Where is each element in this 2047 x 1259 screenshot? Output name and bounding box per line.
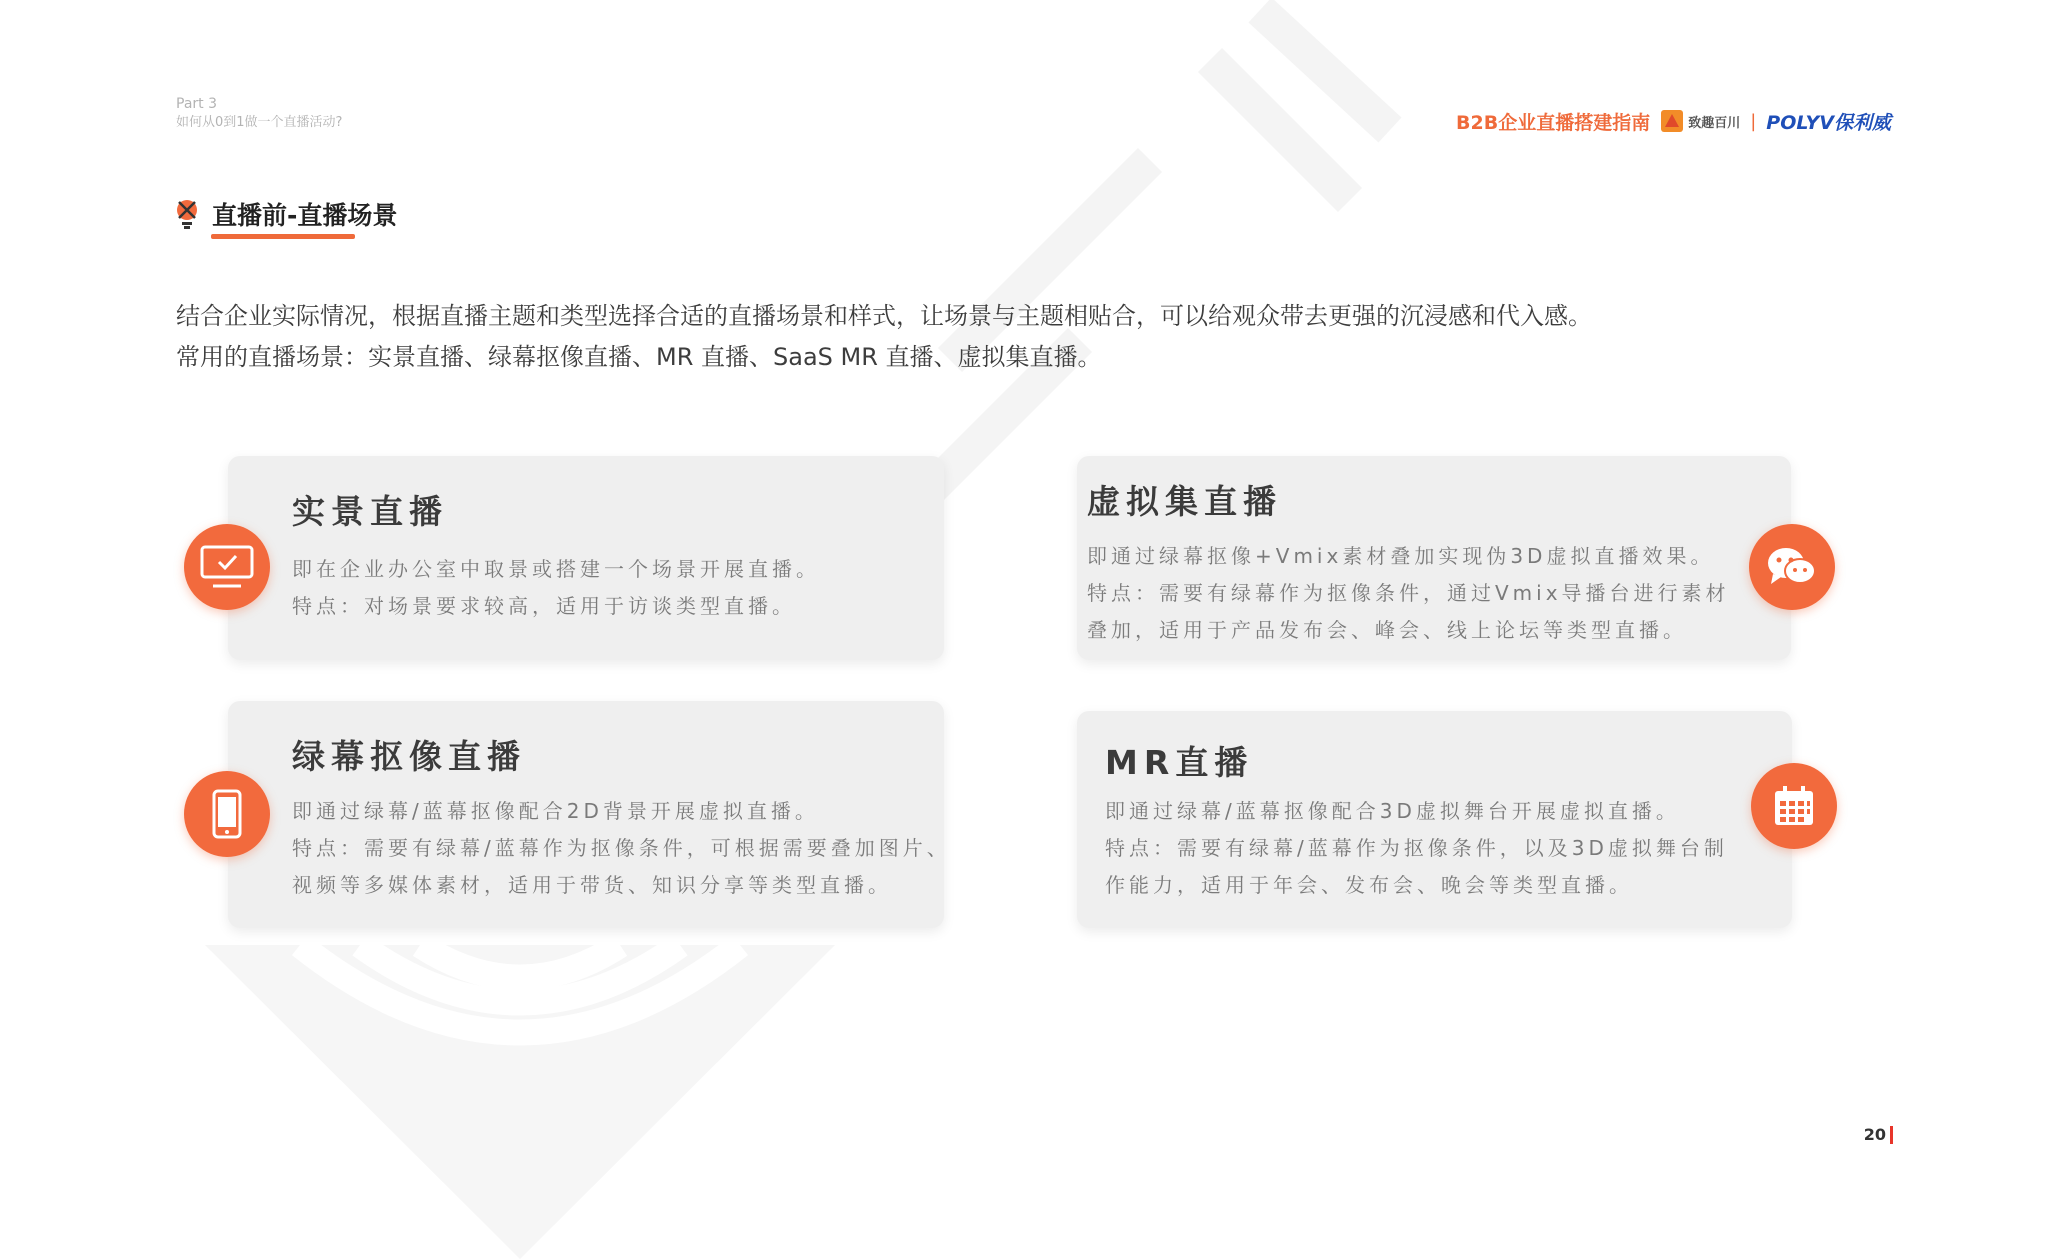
page-number xyxy=(1864,1125,1893,1144)
card-line: 即通过绿幕/蓝幕抠像配合3D虚拟舞台开展虚拟直播。 xyxy=(1105,799,1680,823)
card-line: 特点：对场景要求较高，适用于访谈类型直播。 xyxy=(292,594,796,618)
microphone-icon xyxy=(172,198,202,230)
chat-bubbles-icon xyxy=(1749,524,1835,610)
zhiqu-logo-text: 致趣百川 xyxy=(1688,115,1741,131)
calendar-icon xyxy=(1751,763,1837,849)
intro-paragraph xyxy=(176,296,1592,378)
section-underline xyxy=(211,234,355,239)
card-description xyxy=(1087,538,1730,649)
guide-title: B2B企业直播搭建指南 xyxy=(1456,111,1651,134)
zhiqu-logo xyxy=(1660,109,1740,133)
part-subtitle: 如何从0到1做一个直播活动? xyxy=(176,115,343,130)
card-real-scene xyxy=(228,456,944,660)
section-heading xyxy=(172,196,397,232)
page-number-text: 20 xyxy=(1863,1125,1886,1144)
card-description xyxy=(292,793,951,904)
card-line: 即在企业办公室中取景或搭建一个场景开展直播。 xyxy=(292,557,820,581)
logo-separator: | xyxy=(1750,110,1757,132)
part-label: Part 3 xyxy=(176,96,217,112)
intro-line: 常用的直播场景：实景直播、绿幕抠像直播、MR 直播、SaaS MR 直播、虚拟集直播。 xyxy=(176,343,1102,371)
card-line: 特点：需要有绿幕/蓝幕作为抠像条件，可根据需要叠加图片、 xyxy=(292,836,951,860)
card-line: 特点：需要有绿幕/蓝幕作为抠像条件，以及3D虚拟舞台制 xyxy=(1105,836,1728,860)
polyv-logo: POLYV保利威 xyxy=(1766,111,1891,134)
section-title: 直播前-直播场景 xyxy=(212,201,398,230)
card-virtual-set xyxy=(1077,456,1791,660)
header-brand xyxy=(1456,106,1891,136)
card-description xyxy=(292,551,820,625)
card-title: 绿幕抠像直播 xyxy=(292,737,526,776)
card-green-screen xyxy=(228,701,951,928)
card-line: 即通过绿幕抠像+Vmix素材叠加实现伪3D虚拟直播效果。 xyxy=(1087,544,1715,568)
smartphone-icon xyxy=(184,771,270,857)
intro-line: 结合企业实际情况，根据直播主题和类型选择合适的直播场景和样式，让场景与主题相贴合，可以给观众带去更强的沉浸感和代入感。 xyxy=(176,302,1592,330)
card-title: MR直播 xyxy=(1105,743,1254,782)
card-line: 叠加，适用于产品发布会、峰会、线上论坛等类型直播。 xyxy=(1087,618,1687,642)
card-line: 作能力，适用于年会、发布会、晚会等类型直播。 xyxy=(1105,873,1633,897)
card-line: 特点：需要有绿幕作为抠像条件，通过Vmix导播台进行素材 xyxy=(1087,581,1730,605)
card-title: 实景直播 xyxy=(292,492,448,531)
card-line: 视频等多媒体素材，适用于带货、知识分享等类型直播。 xyxy=(292,873,892,897)
page-number-bar xyxy=(1890,1126,1893,1144)
card-title: 虚拟集直播 xyxy=(1087,482,1282,521)
card-line: 即通过绿幕/蓝幕抠像配合2D背景开展虚拟直播。 xyxy=(292,799,819,823)
zhiqu-logo-icon xyxy=(1660,109,1684,133)
card-description xyxy=(1105,793,1728,904)
monitor-icon xyxy=(184,524,270,610)
card-mr-live xyxy=(1077,711,1792,928)
